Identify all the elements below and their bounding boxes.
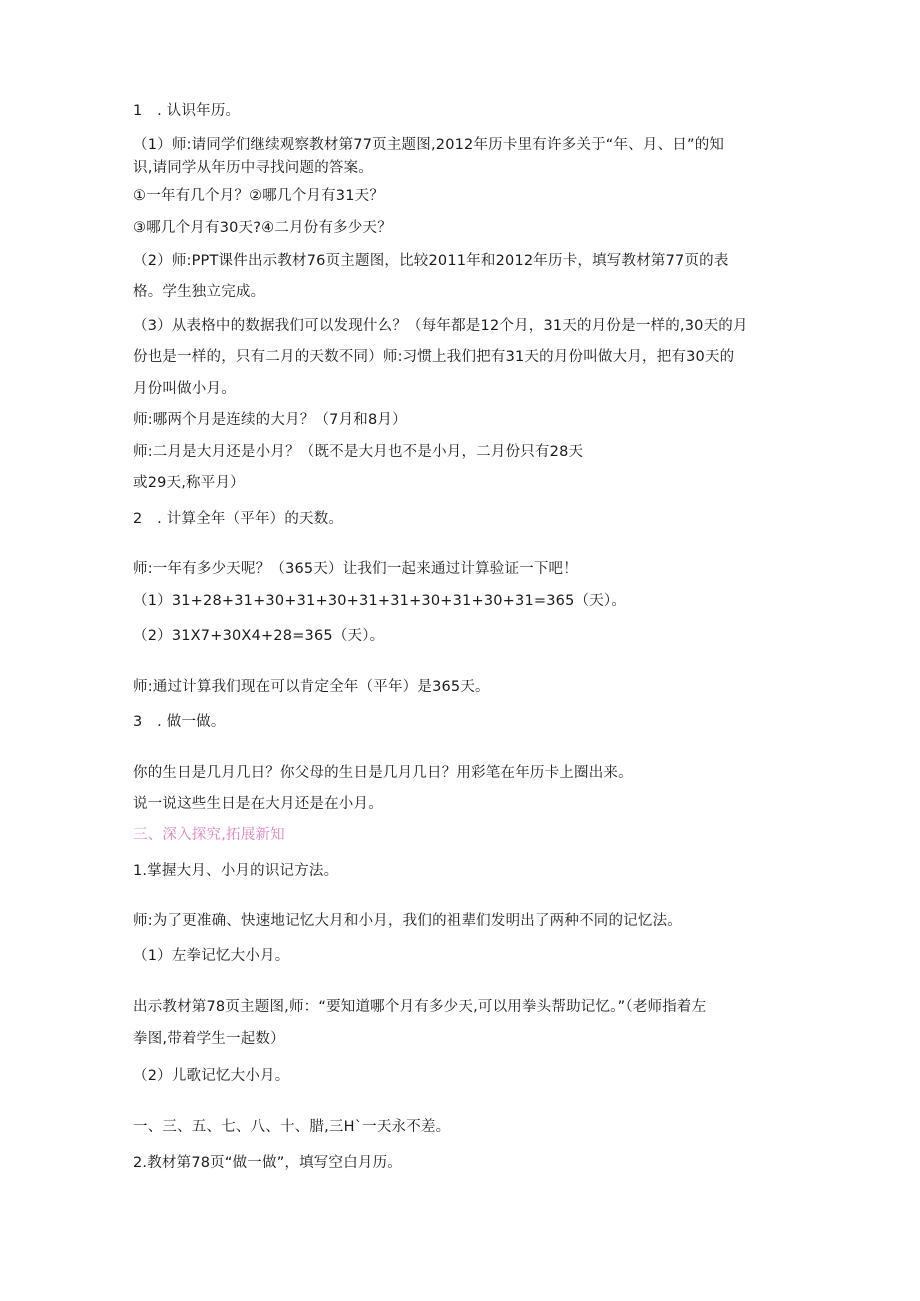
section-2-heading: 2 . 计算全年（平年）的天数。	[133, 511, 344, 527]
paragraph-1-1-line-2: 识,请同学从年历中寻找问题的答案。	[133, 160, 374, 176]
paragraph-1-2-line-2: 格。学生独立完成。	[133, 284, 266, 300]
section-3-heading: 3 . 做一做。	[133, 714, 226, 730]
paragraph-1-1-line-1: （1）师:请同学们继续观察教材第77页主题图,2012年历卡里有许多关于“年、月、日”的知	[133, 137, 725, 153]
subsection-2-heading: 2.教材第78页“做一做”，填写空白月历。	[133, 1155, 403, 1171]
section-1-heading: 1 . 认识年历。	[133, 103, 241, 119]
fist-paragraph-line-2: 拳图,带着学生一起数）	[133, 1031, 285, 1047]
calculation-2: （2）31X7+30X4+28=365（天）。	[133, 628, 385, 644]
birthday-prompt: 说一说这些生日是在大月还是在小月。	[133, 796, 383, 812]
rhyme-line: 一、三、五、七、八、十、腊,三H`一天永不差。	[133, 1119, 451, 1135]
fist-paragraph-line-1: 出示教材第78页主题图,师：“要知道哪个月有多少天,可以用拳头帮助记忆。”（老师指着左	[133, 999, 707, 1015]
paragraph-1-3-line-2: 份也是一样的，只有二月的天数不同）师:习惯上我们把有31天的月份叫做大月，把有30天的	[133, 349, 735, 365]
method-1-heading: （1）左拳记忆大小月。	[133, 948, 290, 964]
paragraph-1-2-line-1: （2）师:PPT课件出示教材76页主题图，比较2011年和2012年历卡，填写教材第77页的表	[133, 253, 729, 269]
teacher-line-memory: 师:为了更准确、快速地记忆大月和小月，我们的祖辈们发明出了两种不同的记忆法。	[133, 913, 682, 929]
teacher-line-conclusion: 师:通过计算我们现在可以肯定全年（平年）是365天。	[133, 679, 490, 695]
part-3-heading: 三、深入探究,拓展新知	[133, 827, 285, 843]
subsection-1-heading: 1.掌握大月、小月的识记方法。	[133, 863, 339, 879]
birthday-question: 你的生日是几月几日？你父母的生日是几月几日？用彩笔在年历卡上圈出来。	[133, 765, 633, 781]
method-2-heading: （2）儿歌记忆大小月。	[133, 1068, 290, 1084]
paragraph-1-3-line-1: （3）从表格中的数据我们可以发现什么？（每年都是12个月，31天的月份是一样的,30天的月	[133, 318, 748, 334]
calculation-1: （1）31+28+31+30+31+30+31+31+30+31+30+31=365（天）。	[133, 593, 627, 609]
teacher-line-february-2: 或29天,称平月）	[133, 475, 245, 491]
teacher-line-february-1: 师:二月是大月还是小月？（既不是大月也不是小月，二月份只有28天	[133, 444, 584, 460]
teacher-line-365: 师:一年有多少天呢？（365天）让我们一起来通过计算验证一下吧！	[133, 561, 578, 577]
question-line-2: ③哪几个月有30天?④二月份有多少天？	[133, 220, 392, 236]
paragraph-1-3-line-3: 月份叫做小月。	[133, 381, 236, 397]
teacher-line-consecutive: 师:哪两个月是连续的大月？（7月和8月）	[133, 412, 407, 428]
question-line-1: ①一年有几个月？②哪几个月有31天？	[133, 188, 385, 204]
